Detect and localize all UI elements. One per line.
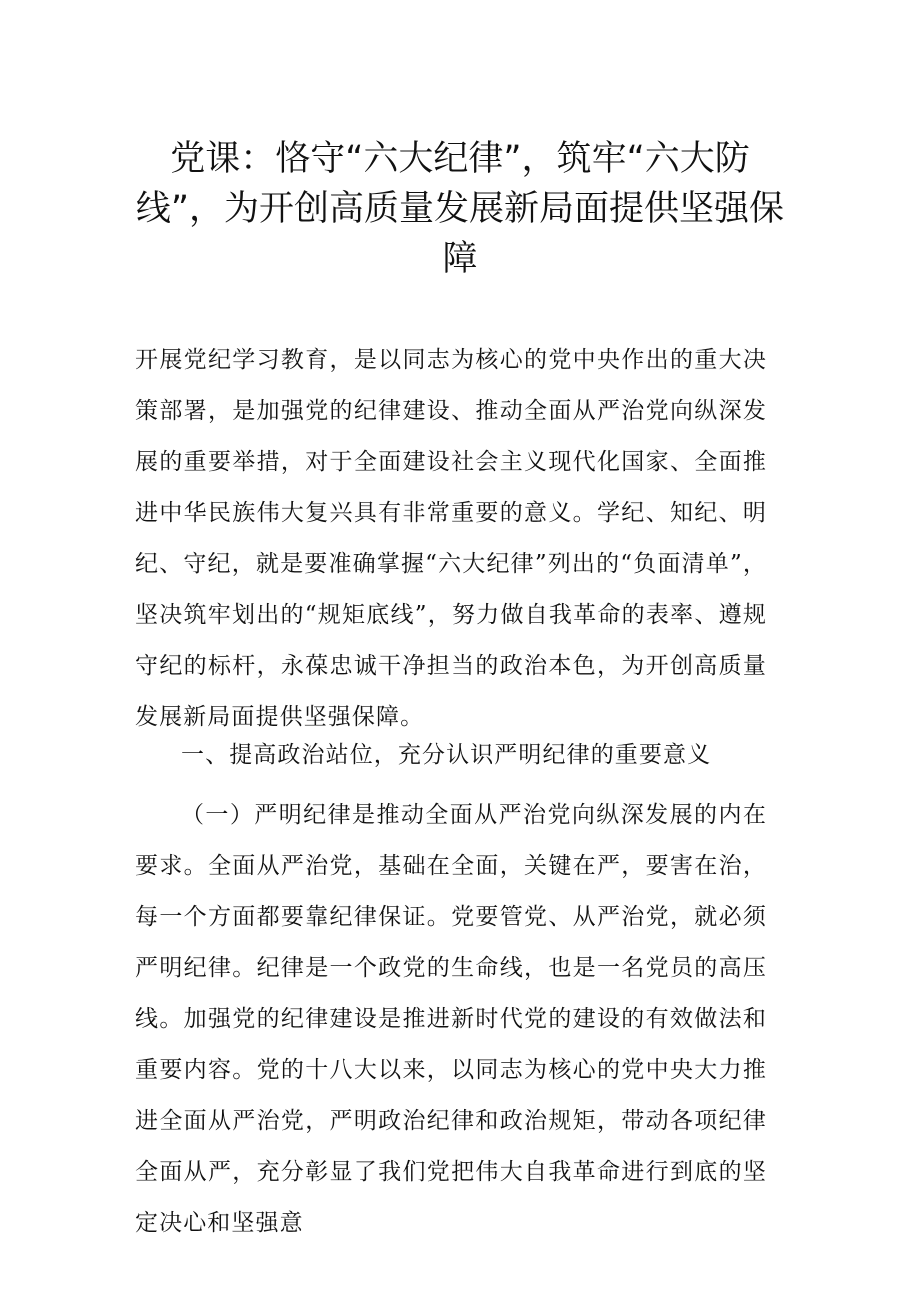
section-paragraph: （一）严明纪律是推动全面从严治党向纵深发展的内在要求。全面从严治党，基础在全面，关键在严，要害在治，每一个方面都要靠纪律保证。党要管党、从严治党，就必须严明纪律。纪律是一个政党的生命线，也是一名党员的高压线。加强党的纪律建设是推进新时代党的建设的有效做法和重要内容。党的十八大以来，以同志为核心的党中央大力推进全面从严治党，严明政治纪律和政治规矩，带动各项纪律全面从严，充分彰显了我们党把伟大自我革命进行到底的坚定决心和坚强意 [135,802,767,1236]
intro-paragraph: 开展党纪学习教育，是以同志为核心的党中央作出的重大决策部署，是加强党的纪律建设、推动全面从严治党向纵深发展的重要举措，对于全面建设社会主义现代化国家、全面推进中华民族伟大复兴具有非常重要的意义。学纪、知纪、明纪、守纪，就是要准确掌握“六大纪律”列出的“负面清单”，坚决筑牢划出的“规矩底线”，努力做自我革命的表率、遵规守纪的标杆，永葆忠诚干净担当的政治本色，为开创高质量发展新局面提供坚强保障。 [135,347,767,730]
document-title: 党课：恪守“六大纪律”，筑牢“六大防线”，为开创高质量发展新局面提供坚强保障 [135,139,785,279]
section-heading: 一、提高政治站位，充分认识严明纪律的重要意义 [181,742,712,768]
